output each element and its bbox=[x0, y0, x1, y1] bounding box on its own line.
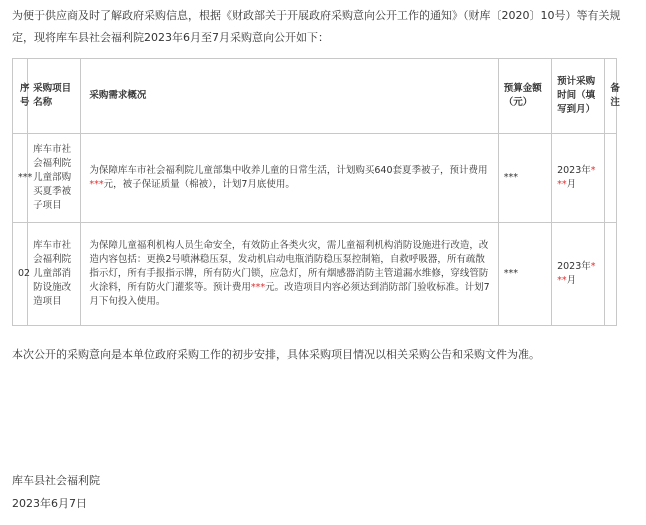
description-text-end: 元。改造项目内容必须达到消防部门验收标准。计划7月下旬投入使用。 bbox=[89, 282, 490, 307]
row-description-cell bbox=[81, 134, 498, 223]
row-seq-cell: 02 bbox=[13, 223, 28, 326]
time-mask: * bbox=[590, 165, 596, 176]
intro-paragraph: 为便于供应商及时了解政府采购信息，根据《财政部关于开展政府采购意向公开工作的通知》（财库〔2020〕10号）等有关规定，现将库车县社会福利院2023年6月至7月采购意向公开如下： bbox=[12, 9, 621, 44]
description-text: 为保障儿童福利机构人员生命安全，有效防止各类火灾，需儿童福利机构消防设施进行改造，改造内容包括：更换2号喷淋稳压泵，发动机启动电瓶消防稳压泵控制箱，自救呼吸器，所有疏散指示灯，所有手报指示牌，所有防火门锁，应急灯，所有烟感器消防主管道漏水维修，穿线管防火涂料，所有防火门灌浆等。预计费用 bbox=[89, 240, 489, 293]
header-item-name: 采购项目名称 bbox=[28, 59, 81, 134]
header-note: 备注 bbox=[605, 59, 617, 134]
table-row bbox=[13, 223, 617, 326]
table-header-row bbox=[13, 59, 617, 134]
time-mask-month: ** bbox=[557, 179, 567, 190]
procurement-intent-table bbox=[12, 58, 620, 326]
signature-organization: 库车县社会福利院 bbox=[12, 474, 100, 487]
row-item-cell: 库车市社会福利院儿童部购买夏季被子项目 bbox=[28, 134, 81, 223]
row-note-cell bbox=[605, 223, 617, 326]
header-description: 采购需求概况 bbox=[81, 59, 498, 134]
header-budget: 预算金额（元） bbox=[498, 59, 551, 134]
row-budget-cell: *** bbox=[498, 134, 551, 223]
table-row bbox=[13, 134, 617, 223]
masked-amount: *** bbox=[250, 282, 266, 293]
row-description-cell bbox=[81, 223, 498, 326]
row-time-cell bbox=[552, 134, 605, 223]
header-time: 预计采购时间（填写到月） bbox=[552, 59, 605, 134]
masked-amount: *** bbox=[89, 179, 104, 190]
row-seq-cell: *** bbox=[13, 134, 28, 223]
footer-note: 本次公开的采购意向是本单位政府采购工作的初步安排，具体采购项目情况以相关采购公告和采购文件为准。 bbox=[12, 348, 540, 361]
signature-date: 2023年6月7日 bbox=[12, 497, 87, 510]
row-item-cell: 库车市社会福利院儿童部消防设施改造项目 bbox=[28, 223, 81, 326]
description-text-end: 元，被子保证质量（棉被），计划7月底使用。 bbox=[103, 179, 295, 190]
time-month: 月 bbox=[566, 275, 577, 286]
time-year: 2023年 bbox=[557, 165, 591, 176]
time-mask: * bbox=[590, 261, 596, 272]
time-month: 月 bbox=[566, 179, 577, 190]
description-text: 为保障库车市社会福利院儿童部集中收养儿童的日常生活，计划购买640套夏季被子，预计费用 bbox=[89, 165, 488, 176]
row-note-cell bbox=[605, 134, 617, 223]
time-year: 2023年 bbox=[557, 261, 591, 272]
time-mask-month: ** bbox=[557, 275, 567, 286]
row-budget-cell: *** bbox=[498, 223, 551, 326]
row-time-cell bbox=[552, 223, 605, 326]
header-seq: 序号 bbox=[13, 59, 28, 134]
